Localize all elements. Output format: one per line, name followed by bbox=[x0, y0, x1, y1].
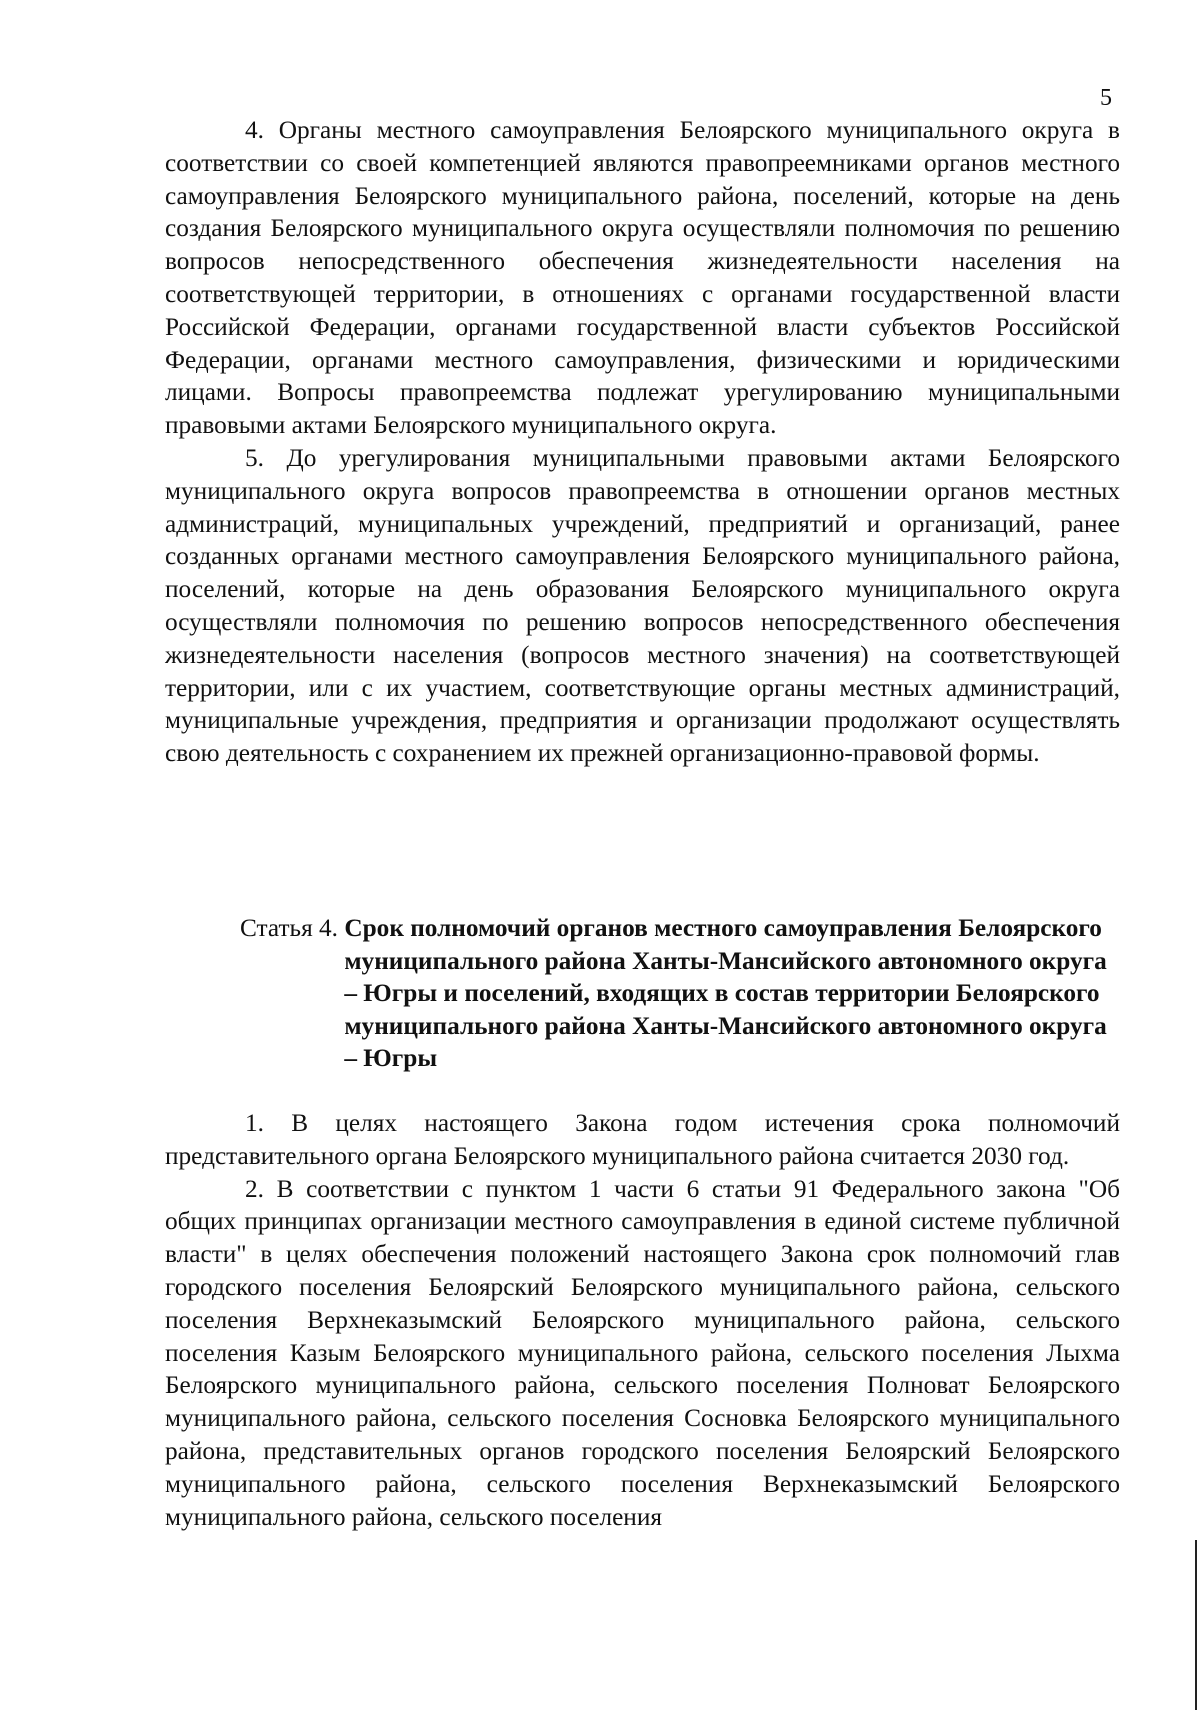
body-text-lower bbox=[165, 1107, 1120, 1533]
article-title: Срок полномочий органов местного самоуправления Белоярского муниципального района Ханты-Мансийского автономного округа – Югры и поселений, входящих в состав территории Белоярского муниципального района Ханты-Мансийского автономного округа – Югры bbox=[344, 914, 1107, 1073]
paragraph-2: 2. В соответствии с пунктом 1 части 6 статьи 91 Федерального закона "Об общих принципах организации местного самоуправления в единой системе публичной власти" в целях обеспечения положений настоящего Закона срок полномочий глав городского поселения Белоярский Белоярского муниципального района, сельского поселения Верхнеказымский Белоярского муниципального района, сельского поселения Казым Белоярского муниципального района, сельского поселения Лыхма Белоярского муниципального района, сельского поселения Полноват Белоярского муниципального района, сельского поселения Сосновка Белоярского муниципального района, представительных органов городского поселения Белоярский Белоярского муниципального района, сельского поселения Верхнеказымский Белоярского муниципального района, сельского поселения bbox=[165, 1174, 1120, 1531]
body-text-upper bbox=[165, 114, 1120, 770]
paragraph-1: 1. В целях настоящего Закона годом истечения срока полномочий представительного органа Белоярского муниципального района считается 2030 год. bbox=[165, 1109, 1120, 1170]
paragraph-5: 5. До урегулирования муниципальными правовыми актами Белоярского муниципального округа вопросов правопреемства в отношении органов местных администраций, муниципальных учреждений, предприятий и организаций, ранее созданных органами местного самоуправления Белоярского муниципального района, поселений, которые на день образования Белоярского муниципального округа осуществляли полномочия по решению вопросов непосредственного обеспечения жизнедеятельности населения (вопросов местного значения) на соответствующей территории, или с их участием, соответствующие органы местных администраций, муниципальные учреждения, предприятия и организации продолжают осуществлять свою деятельность с сохранением их прежней организационно-правовой формы. bbox=[165, 443, 1120, 768]
scan-edge-line bbox=[1195, 1540, 1197, 1710]
paragraph-4: 4. Органы местного самоуправления Белоярского муниципального округа в соответствии со своей компетенцией являются правопреемниками органов местного самоуправления Белоярского муниципального района, поселений, которые на день создания Белоярского муниципального округа осуществляли полномочия по решению вопросов непосредственного обеспечения жизнедеятельности населения на соответствующей территории, в отношениях с органами государственной власти Российской Федерации, органами государственной власти субъектов Российской Федерации, органами местного самоуправления, физическими и юридическими лицами. Вопросы правопреемства подлежат урегулированию муниципальными правовыми актами Белоярского муниципального округа. bbox=[165, 116, 1120, 440]
page-number: 5 bbox=[1100, 85, 1112, 111]
article-label: Статья 4. bbox=[240, 914, 345, 942]
article-heading bbox=[240, 912, 1120, 1075]
